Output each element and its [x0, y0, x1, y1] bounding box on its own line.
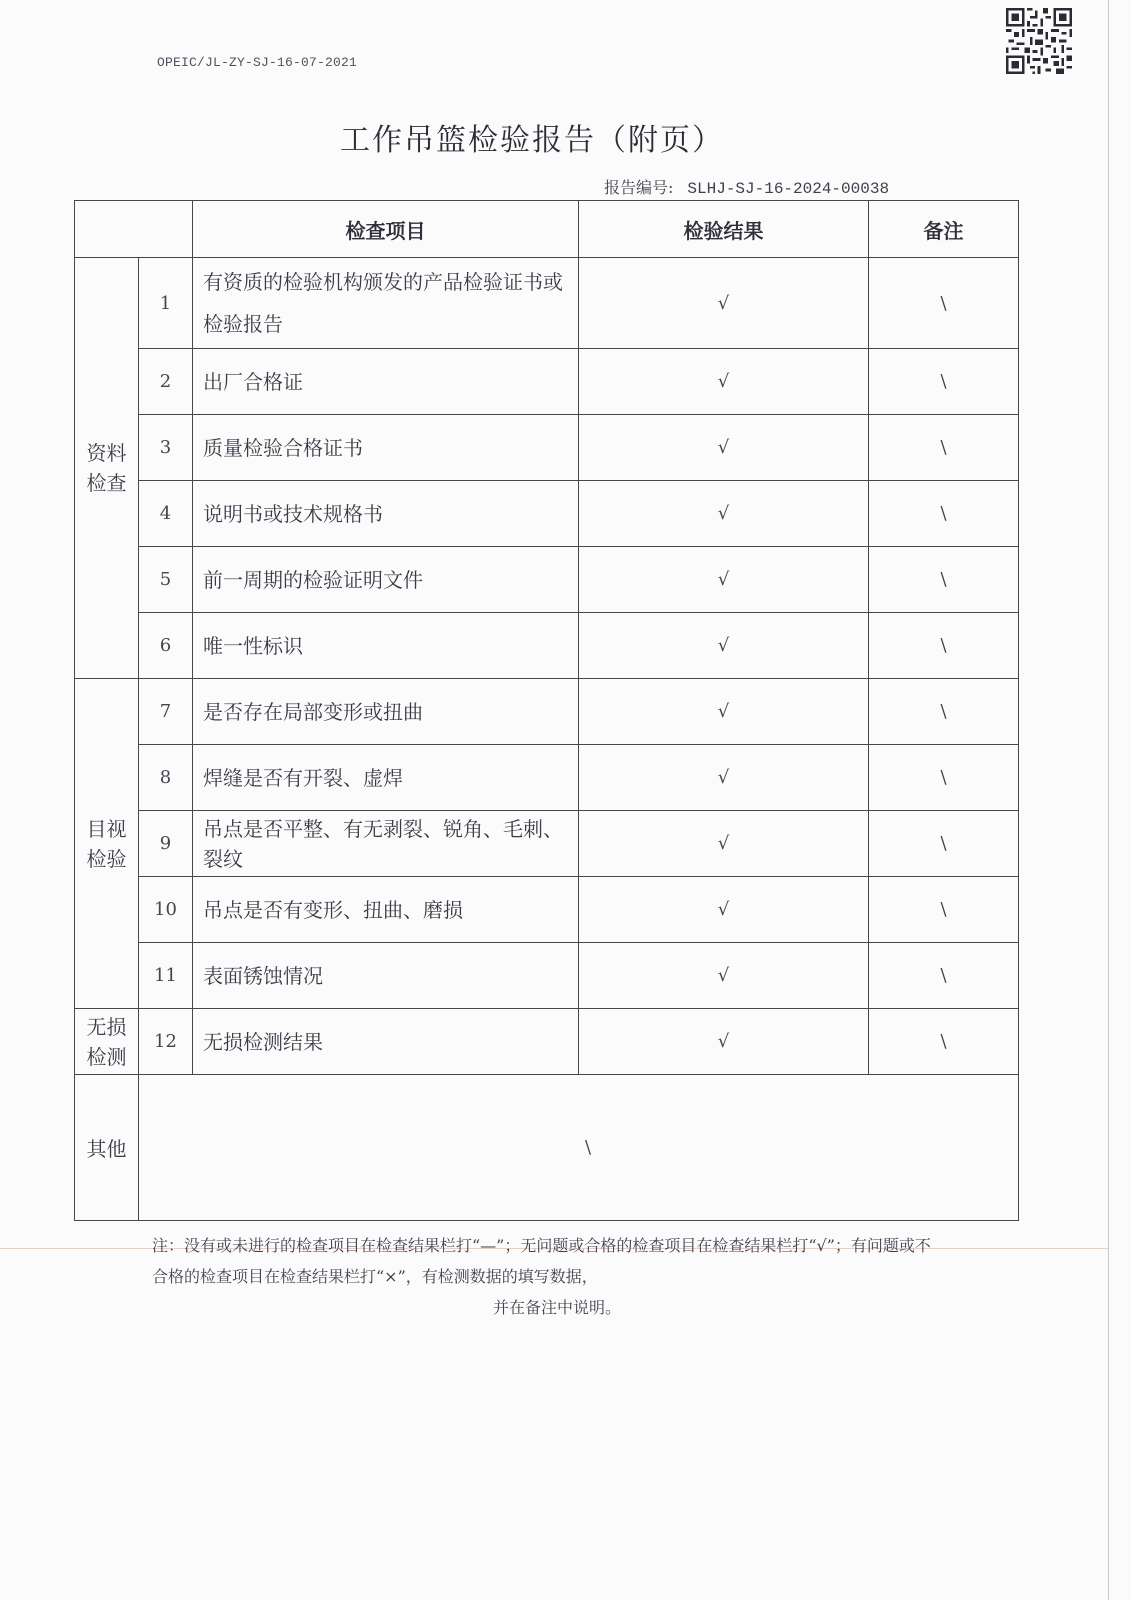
page-edge-line: [1108, 0, 1109, 1600]
row-result: √: [579, 613, 869, 679]
row-number: 3: [139, 415, 193, 481]
table-header-row: [75, 201, 1019, 258]
header-remark: 备注: [869, 201, 1019, 258]
table-row: [75, 943, 1019, 1009]
table-row: [75, 745, 1019, 811]
row-remark: \: [869, 1009, 1019, 1075]
other-value-text: \: [585, 1137, 592, 1158]
row-item: 无损检测结果: [193, 1009, 579, 1075]
report-number-label: 报告编号:: [604, 178, 674, 197]
category-label: 无损: [86, 1014, 127, 1039]
qr-code-icon: [1006, 8, 1072, 74]
row-result: √: [579, 679, 869, 745]
table-row: [75, 547, 1019, 613]
row-remark: \: [869, 415, 1019, 481]
row-result: √: [579, 415, 869, 481]
row-result: √: [579, 349, 869, 415]
header-result: 检验结果: [579, 201, 869, 258]
row-result: √: [579, 811, 869, 877]
category-label: 检查: [86, 471, 127, 495]
category-docs-check: [75, 258, 139, 679]
table-row: [75, 258, 1019, 349]
row-item: 是否存在局部变形或扭曲: [193, 679, 579, 745]
row-remark: \: [869, 613, 1019, 679]
category-label: 检测: [86, 1044, 127, 1069]
row-remark: \: [869, 258, 1019, 349]
row-result: √: [579, 943, 869, 1009]
row-remark: \: [869, 877, 1019, 943]
row-remark: \: [869, 679, 1019, 745]
table-row: [75, 811, 1019, 877]
row-remark: \: [869, 349, 1019, 415]
row-remark: \: [869, 547, 1019, 613]
footnote-last-line: 并在备注中说明。: [492, 1298, 621, 1317]
row-item: 吊点是否平整、有无剥裂、锐角、毛刺、裂纹: [193, 811, 579, 877]
report-title: 工作吊篮检验报告（附页）: [340, 123, 724, 158]
category-label: 资料: [86, 441, 127, 465]
category-visual-inspection: [75, 679, 139, 1009]
row-result: √: [579, 877, 869, 943]
table-row: [75, 481, 1019, 547]
row-item: 表面锈蚀情况: [193, 943, 579, 1009]
header-blank-cell: [75, 201, 193, 258]
row-result: √: [579, 481, 869, 547]
document-code: OPEIC/JL-ZY-SJ-16-07-2021: [157, 55, 358, 70]
row-item: 有资质的检验机构颁发的产品检验证书或检验报告: [193, 258, 579, 349]
row-item: 唯一性标识: [193, 613, 579, 679]
row-item: 焊缝是否有开裂、虚焊: [193, 745, 579, 811]
row-number: 7: [139, 679, 193, 745]
header-item: 检查项目: [193, 201, 579, 258]
row-remark: \: [869, 745, 1019, 811]
category-label: 检验: [86, 846, 127, 871]
row-remark: \: [869, 481, 1019, 547]
table-row: [75, 613, 1019, 679]
category-ndt: [75, 1009, 139, 1075]
table-row: [75, 877, 1019, 943]
inspection-table: [74, 200, 1019, 1221]
row-item: 吊点是否有变形、扭曲、磨损: [193, 877, 579, 943]
other-value: [139, 1075, 1019, 1221]
row-number: 1: [139, 258, 193, 349]
row-result: √: [579, 547, 869, 613]
row-item: 质量检验合格证书: [193, 415, 579, 481]
row-number: 6: [139, 613, 193, 679]
row-number: 8: [139, 745, 193, 811]
report-number: [604, 175, 889, 198]
report-number-value: SLHJ-SJ-16-2024-00038: [687, 180, 890, 198]
row-number: 9: [139, 811, 193, 877]
row-number: 2: [139, 349, 193, 415]
row-number: 5: [139, 547, 193, 613]
row-remark: \: [869, 811, 1019, 877]
footnote: [152, 1230, 942, 1323]
row-item: 前一周期的检验证明文件: [193, 547, 579, 613]
table-row: [75, 415, 1019, 481]
table-row: [75, 1009, 1019, 1075]
row-remark: \: [869, 943, 1019, 1009]
row-number: 10: [139, 877, 193, 943]
row-number: 11: [139, 943, 193, 1009]
table-row: [75, 679, 1019, 745]
row-item: 说明书或技术规格书: [193, 481, 579, 547]
row-result: √: [579, 258, 869, 349]
table-row: [75, 349, 1019, 415]
category-label: 目视: [86, 816, 127, 841]
row-number: 4: [139, 481, 193, 547]
row-item: 出厂合格证: [193, 349, 579, 415]
other-label: 其他: [75, 1075, 139, 1221]
footnote-text: 注：没有或未进行的检查项目在检查结果栏打“—”；无问题或合格的检查项目在检查结果栏打“√”；有问题或不合格的检查项目在检查结果栏打“×”，有检测数据的填写数据，: [152, 1236, 931, 1286]
row-result: √: [579, 1009, 869, 1075]
row-result: √: [579, 745, 869, 811]
row-number: 12: [139, 1009, 193, 1075]
other-row: [75, 1075, 1019, 1221]
